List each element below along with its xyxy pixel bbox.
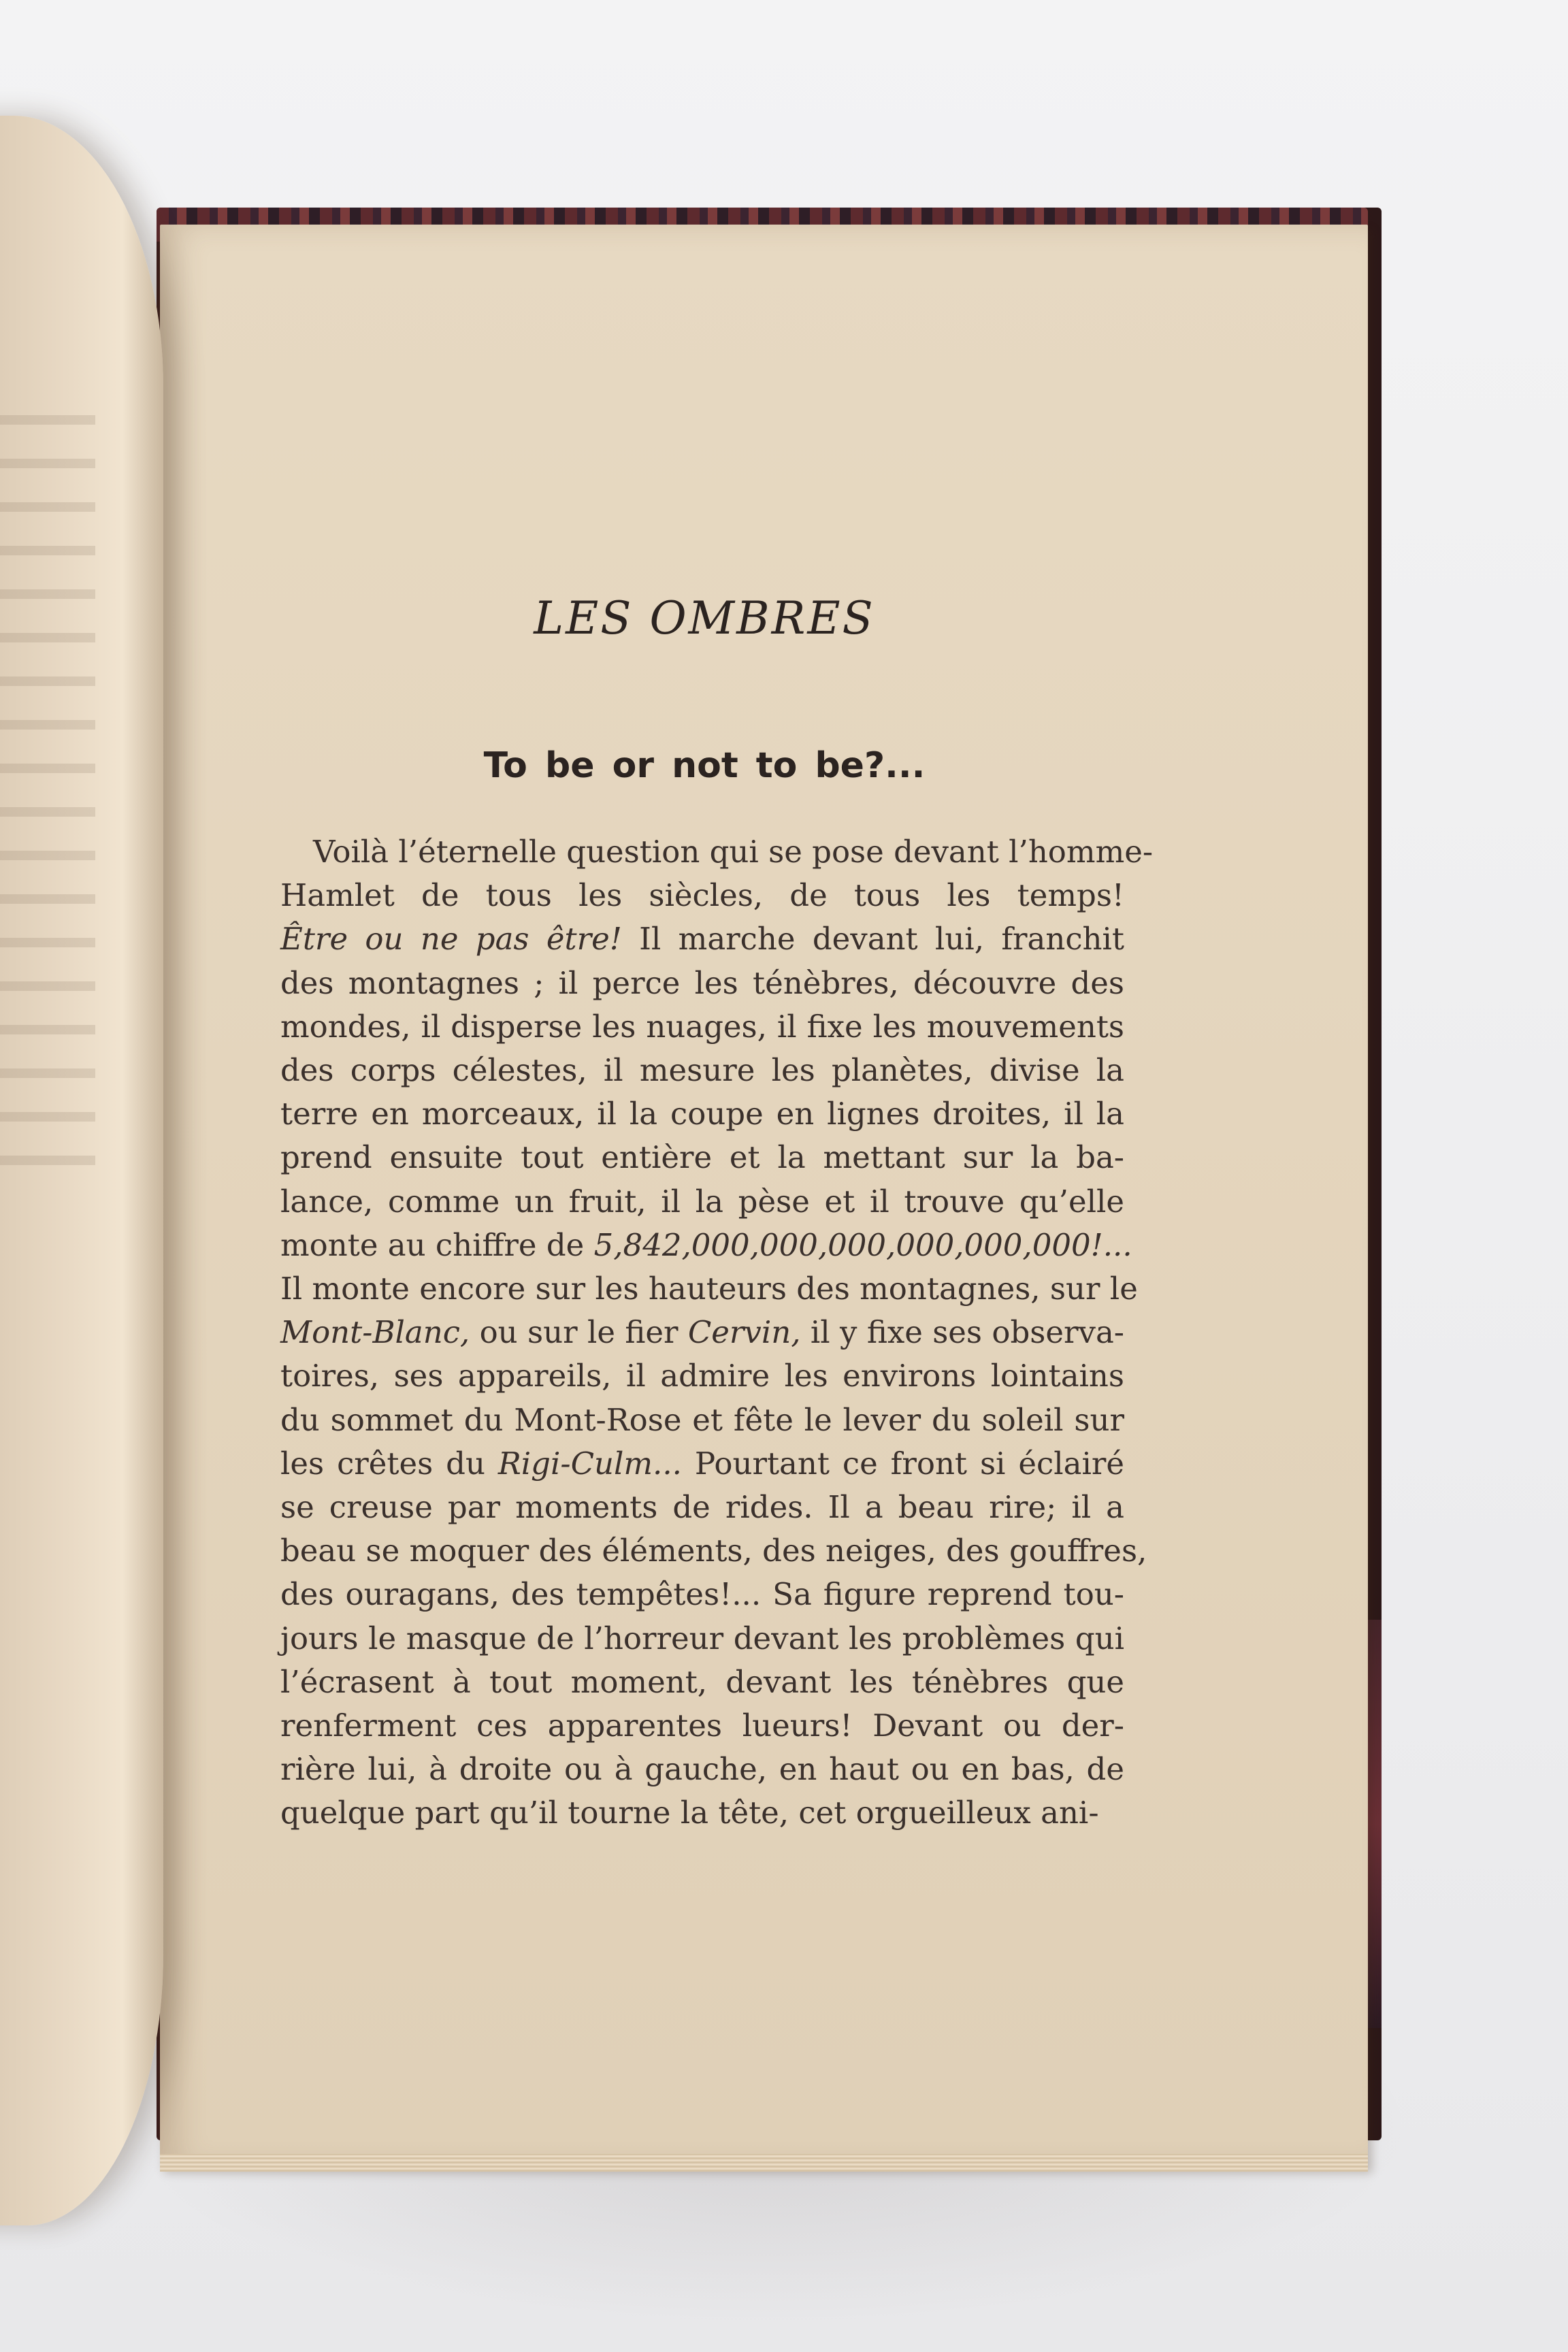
text-line	[280, 1399, 1124, 1442]
text-line	[280, 1442, 1124, 1486]
italic-text: Mont-Blanc,	[280, 1314, 470, 1351]
text-segment: renferment ces apparentes lueurs! Devant ou der-	[280, 1708, 1124, 1744]
text-line	[280, 1311, 1124, 1354]
text-segment: l’écrasent à tout moment, devant les ténèbres que	[280, 1663, 1124, 1700]
text-line	[280, 1748, 1124, 1791]
text-segment: mondes, il disperse les nuages, il fixe les mouvements	[280, 1008, 1124, 1045]
text-segment: quelque part qu’il tourne la tête, cet orgueilleux ani-	[280, 1795, 1099, 1831]
left-page-blurred-text	[0, 415, 95, 1191]
text-segment: rière lui, à droite ou à gauche, en haut ou en bas, de	[280, 1751, 1124, 1788]
text-line	[280, 1092, 1124, 1136]
text-segment: toires, ses appareils, il admire les environs lointains	[280, 1358, 1124, 1394]
text-line	[280, 1354, 1124, 1398]
text-segment: Voilà l’éternelle question qui se pose devant l’homme-	[313, 834, 1154, 870]
text-segment: beau se moquer des éléments, des neiges, des gouffres,	[280, 1533, 1147, 1569]
text-segment: monte au chiffre de	[280, 1226, 594, 1263]
text-line	[280, 1661, 1124, 1704]
text-segment: les crêtes du	[280, 1445, 498, 1482]
text-segment: des ouragans, des tempêtes!... Sa figure reprend tou-	[280, 1576, 1124, 1613]
left-facing-page	[0, 116, 163, 2225]
text-segment: Il monte encore sur les hauteurs des montagnes, sur le	[280, 1271, 1138, 1307]
text-line	[280, 1136, 1124, 1179]
text-line	[280, 830, 1154, 874]
text-line	[280, 1049, 1124, 1092]
text-line	[280, 874, 1124, 917]
italic-text: Cervin,	[687, 1314, 801, 1351]
text-line	[280, 1005, 1124, 1049]
italic-text: 5,842,000,000,000,000,000,000!...	[593, 1226, 1132, 1263]
page-edges	[160, 2154, 1368, 2172]
text-line	[280, 917, 1124, 961]
text-line	[280, 1267, 1138, 1311]
text-segment: des corps célestes, il mesure les planètes, divise la	[280, 1052, 1124, 1088]
text-segment: Hamlet de tous les siècles, de tous les temps!	[280, 877, 1124, 914]
chapter-title: LES OMBRES	[534, 592, 875, 644]
text-line	[280, 1224, 1132, 1267]
text-segment: terre en morceaux, il la coupe en lignes droites, il la	[280, 1096, 1124, 1132]
text-line	[280, 1617, 1124, 1661]
text-segment: Pourtant ce front si éclairé	[681, 1445, 1124, 1482]
italic-text: Rigi-Culm...	[497, 1445, 682, 1482]
text-segment: jours le masque de l’horreur devant les problèmes qui	[280, 1620, 1124, 1656]
text-line	[280, 962, 1124, 1005]
text-line	[280, 1791, 1124, 1835]
text-segment: ou sur le fier	[470, 1314, 688, 1351]
italic-text: Être ou ne pas être!	[280, 921, 622, 958]
text-line	[280, 1486, 1124, 1529]
text-segment: il y fixe ses observa-	[800, 1314, 1124, 1351]
text-segment: des montagnes ; il perce les ténèbres, découvre des	[280, 964, 1124, 1001]
text-line	[280, 1180, 1124, 1224]
text-line	[280, 1573, 1124, 1616]
text-segment: du sommet du Mont-Rose et fête le lever du soleil sur	[280, 1401, 1124, 1438]
text-line	[280, 1704, 1124, 1748]
chapter-subtitle: To be or not to be?...	[483, 745, 926, 786]
text-segment: prend ensuite tout entière et la mettant sur la ba-	[280, 1139, 1124, 1176]
text-line	[280, 1529, 1147, 1573]
text-segment: Il marche devant lui, franchit	[621, 921, 1124, 958]
text-segment: se creuse par moments de rides. Il a beau rire; il a	[280, 1489, 1124, 1525]
text-segment: lance, comme un fruit, il la pèse et il trouve qu’elle	[280, 1183, 1124, 1220]
